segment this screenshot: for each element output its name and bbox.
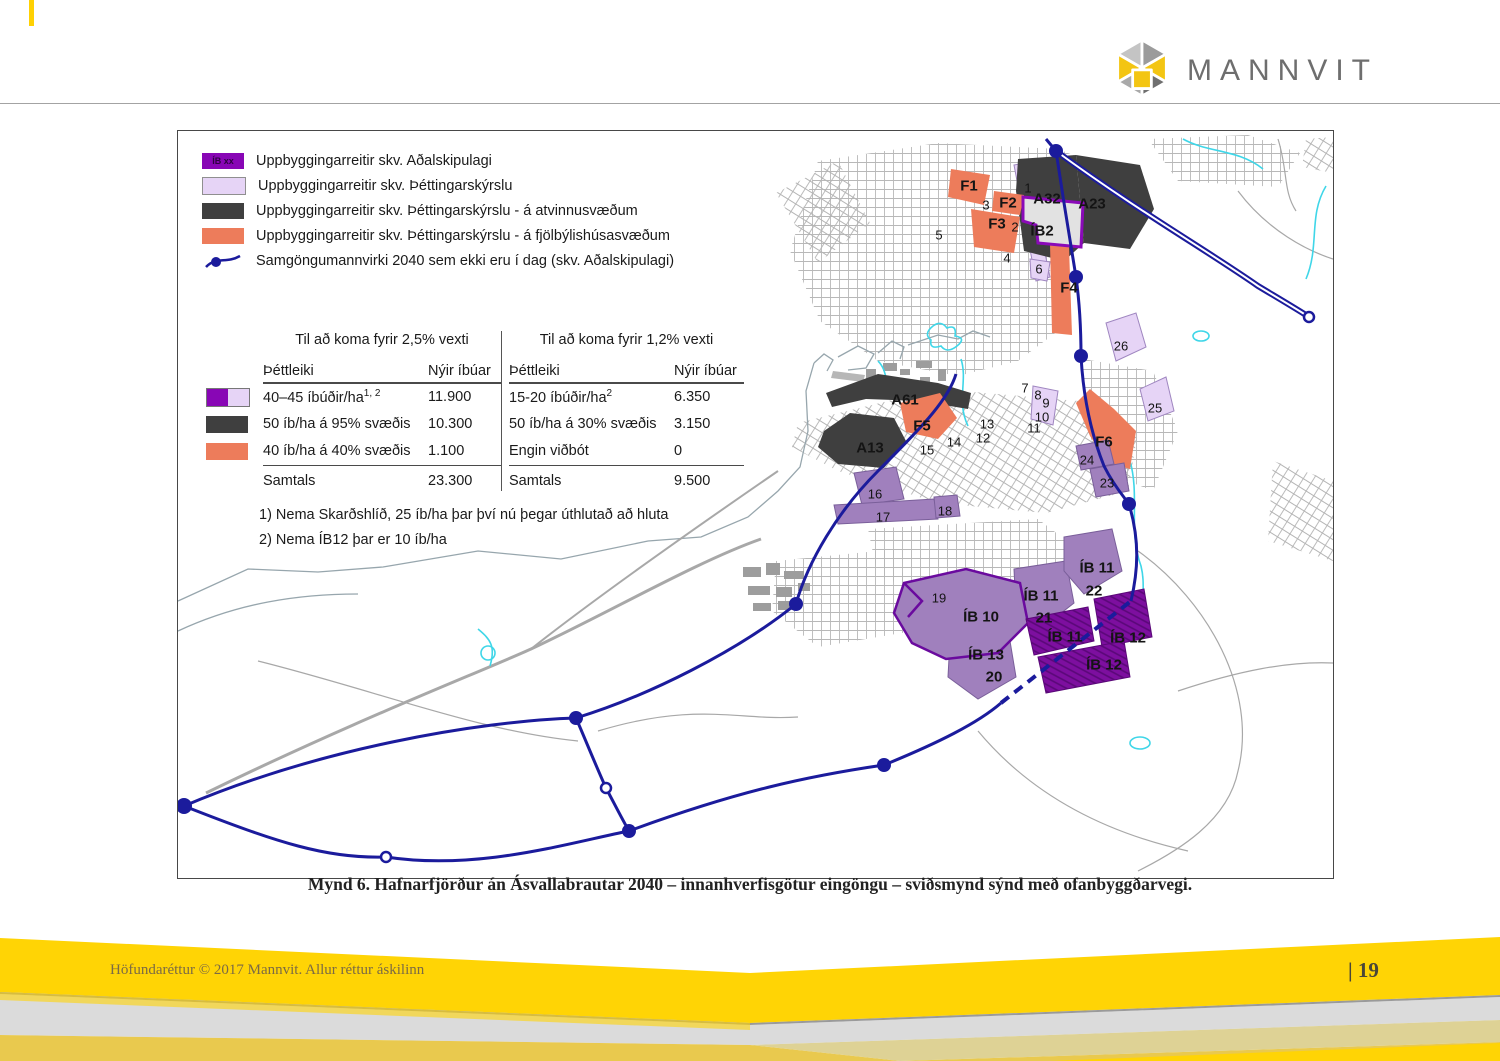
col-density: Þéttleiki: [509, 363, 560, 379]
map-label: 8: [1034, 387, 1042, 403]
map-label: 4: [1003, 250, 1011, 266]
map-label: 5: [935, 227, 943, 243]
map-label: 19: [931, 590, 947, 606]
map-label: 23: [1099, 475, 1115, 491]
map-label: 3: [982, 197, 990, 213]
cell-residents: 11.900: [428, 389, 472, 405]
map-label: A23: [1078, 195, 1106, 213]
cell-density: 40–45 íbúðir/ha$^{1, 2}$: [263, 388, 381, 406]
total-value: 23.300: [428, 472, 473, 489]
mannvit-logo: [1113, 38, 1378, 103]
map-label: ÍB 11: [1047, 628, 1083, 646]
map-label: 13: [979, 416, 995, 432]
map-label: F3: [988, 215, 1006, 233]
map-label: ÍB 11: [1079, 559, 1115, 577]
corner-accent: [29, 0, 34, 26]
map-label: 16: [867, 486, 883, 502]
map-label: 18: [937, 503, 953, 519]
map-label: F6: [1095, 433, 1113, 451]
map-label: 26: [1113, 338, 1129, 354]
legend-swatch-purple: ÍB xx: [202, 153, 244, 169]
map-label: 20: [985, 668, 1003, 686]
cell-density: Engin viðbót: [509, 443, 589, 459]
cell-residents: 10.300: [428, 416, 473, 432]
legend-label: Uppbyggingarreitir skv. Aðalskipulagi: [256, 153, 492, 169]
table-title: Til að koma fyrir 1,2% vexti: [539, 332, 714, 348]
map-label: F5: [913, 417, 931, 435]
total-label: Samtals: [263, 472, 316, 489]
cell-residents: 3.150: [674, 416, 711, 432]
map-label: F4: [1060, 279, 1078, 297]
map-labels-layer: [178, 131, 1333, 878]
map-label: A61: [891, 391, 919, 409]
map-label: ÍB2: [1030, 222, 1054, 240]
map-label: 7: [1021, 380, 1029, 396]
map-label: 25: [1147, 400, 1163, 416]
logo-wordmark: MANNVIT: [1187, 53, 1378, 87]
map-label: 21: [1035, 609, 1053, 627]
map-label: ÍB 13: [968, 646, 1004, 664]
map-label: A13: [856, 439, 884, 457]
map-label: 15: [919, 442, 935, 458]
map-label: F2: [999, 194, 1017, 212]
map-label: F1: [960, 177, 978, 195]
footnote-1: 1) Nema Skarðshlíð, 25 íb/ha þar því nú þegar úthlutað að hluta: [259, 507, 669, 523]
copyright-text: Höfundaréttur © 2017 Mannvit. Allur réttur áskilinn: [110, 962, 425, 978]
legend-label: Uppbyggingarreitir skv. Þéttingarskýrslu - á fjölbýlishúsasvæðum: [256, 228, 670, 244]
cell-density: 40 íb/ha á 40% svæðis: [263, 443, 411, 459]
map-label: ÍB 11: [1023, 587, 1059, 605]
map-label: 11: [1027, 420, 1041, 436]
map-label: 24: [1079, 452, 1095, 468]
cell-density: 50 íb/ha á 95% svæðis: [263, 416, 411, 432]
map-label: 14: [946, 434, 962, 450]
col-residents: Nýir íbúar: [428, 363, 491, 379]
map-label: ÍB 12: [1086, 656, 1122, 674]
cell-residents: 6.350: [674, 389, 711, 405]
figure-caption: Mynd 6. Hafnarfjörður án Ásvallabrautar 2040 – innanhverfisgötur eingöngu – sviðsmynd sýnd með ofanbyggðarvegi.: [307, 874, 1193, 894]
col-density: Þéttleiki: [263, 363, 314, 379]
legend-label: Uppbyggingarreitir skv. Þéttingarskýrslu - á atvinnusvæðum: [256, 203, 638, 219]
map-label: 22: [1085, 582, 1103, 600]
legend-label: Uppbyggingarreitir skv. Þéttingarskýrslu: [258, 178, 513, 194]
cell-residents: 1.100: [428, 443, 465, 459]
col-residents: Nýir íbúar: [674, 363, 737, 379]
cell-density: 50 íb/ha á 30% svæðis: [509, 416, 657, 432]
total-label: Samtals: [509, 472, 562, 489]
map-label: ÍB 12: [1110, 629, 1146, 647]
map-label: 2: [1011, 219, 1019, 235]
cell-density: 15-20 íbúðir/$ha^2$: [509, 388, 613, 406]
table-title: Til að koma fyrir 2,5% vexti: [295, 332, 469, 348]
map-label: 10: [1034, 409, 1050, 425]
map-label: 12: [975, 430, 991, 446]
map-label: ÍB 10: [963, 608, 999, 626]
page-number: | 19: [1348, 958, 1379, 982]
header-divider: [0, 103, 1500, 104]
footnote-2: 2) Nema ÍB12 þar er 10 íb/ha: [259, 532, 447, 548]
map-label: 6: [1035, 261, 1043, 277]
mannvit-hex-icon: [1113, 38, 1171, 103]
legend-label: Samgöngumannvirki 2040 sem ekki eru í dag (skv. Aðalskipulagi): [256, 253, 675, 269]
map-label: 1: [1024, 180, 1032, 196]
map-figure: [177, 130, 1334, 879]
map-label: A32: [1033, 190, 1061, 208]
map-label: 17: [875, 509, 891, 525]
footer-ribbons: [0, 930, 1500, 1061]
total-value: 9.500: [674, 472, 711, 489]
map-label: 9: [1042, 395, 1050, 411]
cell-residents: 0: [674, 443, 683, 459]
